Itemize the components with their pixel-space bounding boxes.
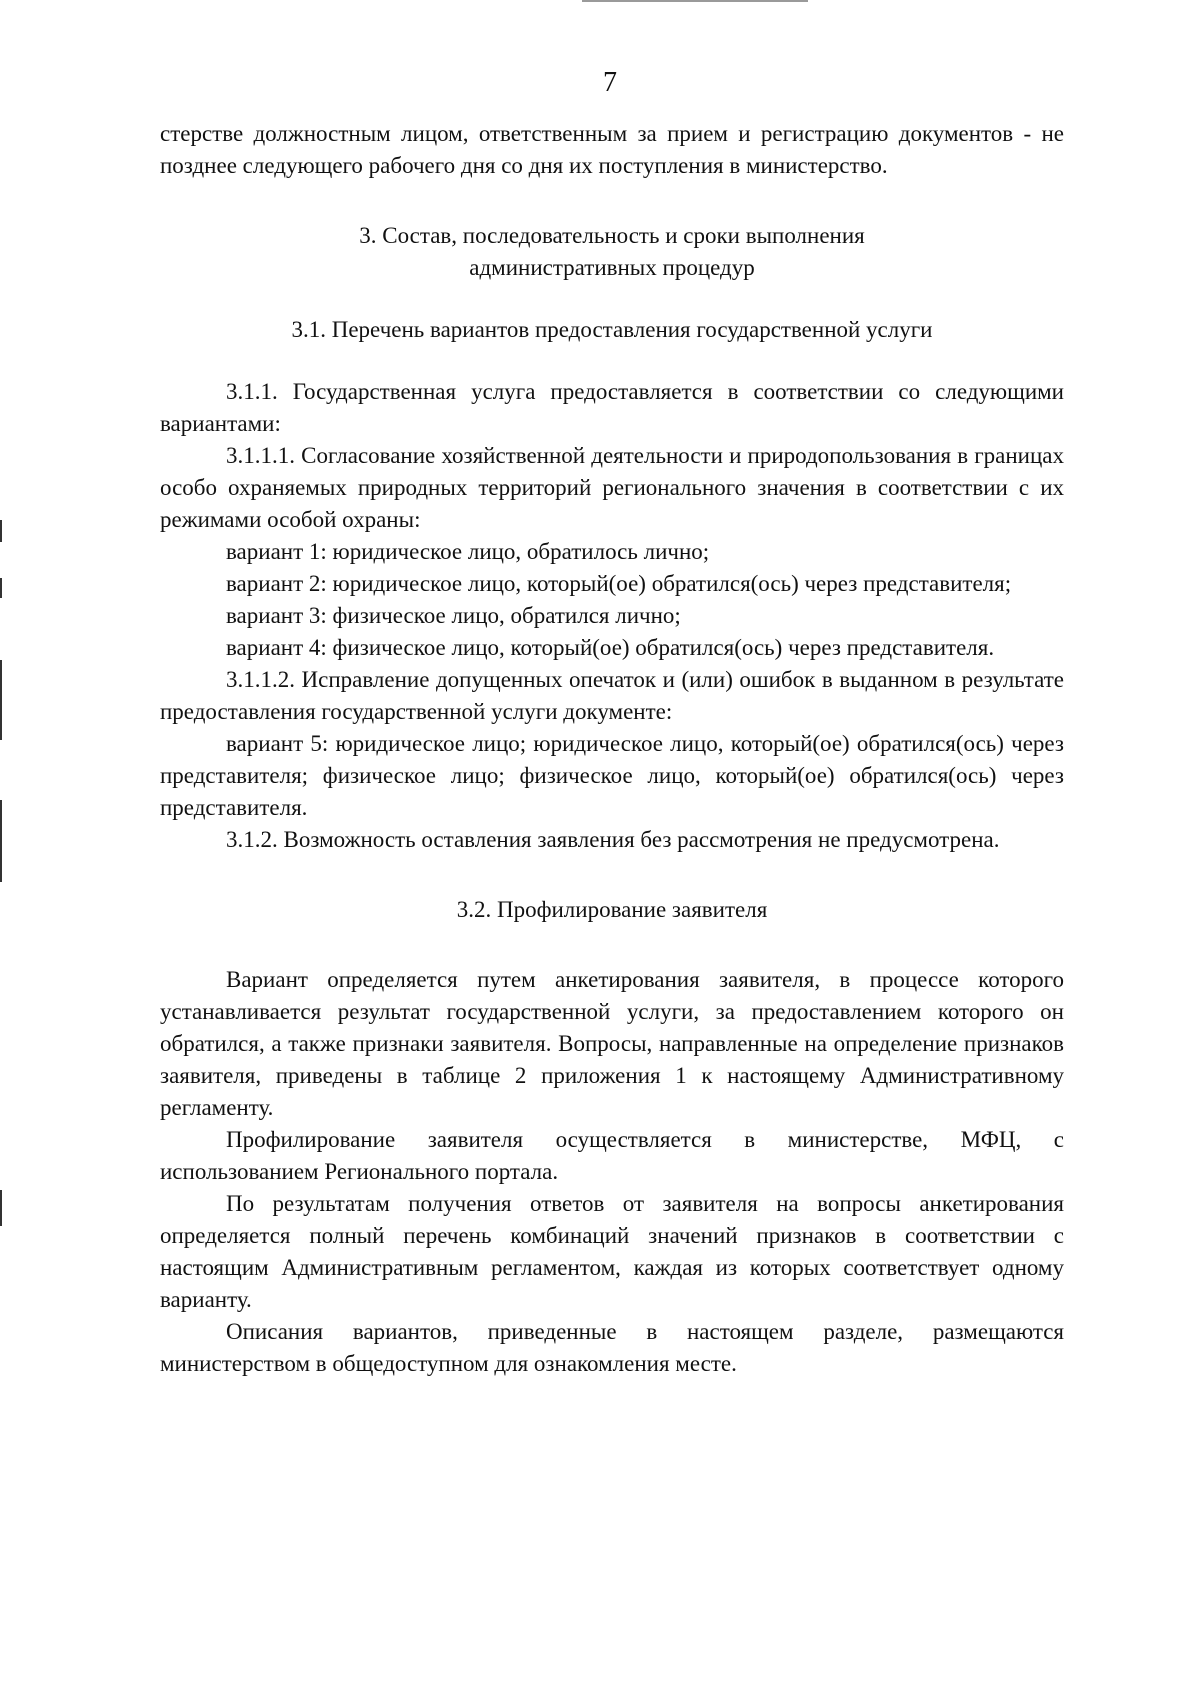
scan-margin-mark [0,520,2,542]
intro-paragraph: стерстве должностным лицом, ответственным за прием и регистрацию документов - не позднее следующего рабочего дня со дня их поступления в министерство. [160,121,1064,178]
section-3-heading [160,220,1064,284]
section-3-1-heading: 3.1. Перечень вариантов предоставления государственной услуги [291,317,933,342]
paragraph-3-1-2: 3.1.2. Возможность оставления заявления без рассмотрения не предусмотрена. [226,827,1000,852]
scan-margin-mark [0,1190,2,1226]
profiling-paragraph-1: Вариант определяется путем анкетирования заявителя, в процессе которого устанавливается результат государственной услуги, за предоставлением которого он обратился, а также признаки заявителя. Вопросы, направленные на определение признаков заявителя, приведены в таблице 2 приложения 1 к настоящему Административному регламенту. [160,967,1064,1120]
top-scan-rule [582,0,808,2]
variant-5: вариант 5: юридическое лицо; юридическое лицо, который(ое) обратился(ось) через представителя; физическое лицо; физическое лицо, который(ое) обратился(ось) через представителя. [160,731,1064,820]
paragraph-3-1-1-1: 3.1.1.1. Согласование хозяйственной деятельности и природопользования в границах особо охраняемых природных территорий регионального значения в соответствии с их режимами особой охраны: [160,443,1064,532]
profiling-paragraph-4: Описания вариантов, приведенные в настоящем разделе, размещаются министерством в общедоступном для ознакомления месте. [160,1319,1064,1376]
profiling-paragraph-2: Профилирование заявителя осуществляется в министерстве, МФЦ, с использованием Регионального портала. [160,1127,1064,1184]
scan-margin-mark [0,578,2,598]
scan-margin-mark [0,660,2,740]
variant-3: вариант 3: физическое лицо, обратился лично; [226,603,681,628]
section-3-heading-line-2: административных процедур [469,255,755,280]
paragraph-3-1-1-2: 3.1.1.2. Исправление допущенных опечаток и (или) ошибок в выданном в результате предоставления государственной услуги документе: [160,667,1064,724]
profiling-paragraph-3: По результатам получения ответов от заявителя на вопросы анкетирования определяется полный перечень комбинаций значений признаков в соответствии с настоящим Административным регламентом, каждая из которых соответствует одному варианту. [160,1191,1064,1312]
section-3-heading-line-1: 3. Состав, последовательность и сроки выполнения [359,223,865,248]
document-body [160,118,1064,1380]
scan-margin-mark [0,800,2,882]
variant-1: вариант 1: юридическое лицо, обратилось лично; [226,539,710,564]
section-3-2-heading: 3.2. Профилирование заявителя [456,897,768,922]
variant-4: вариант 4: физическое лицо, который(ое) обратился(ось) через представителя. [226,635,995,660]
variant-2: вариант 2: юридическое лицо, который(ое) обратился(ось) через представителя; [226,571,1012,596]
paragraph-3-1-1: 3.1.1. Государственная услуга предоставляется в соответствии со следующими вариантами: [160,379,1064,436]
page-number: 7 [603,67,617,98]
